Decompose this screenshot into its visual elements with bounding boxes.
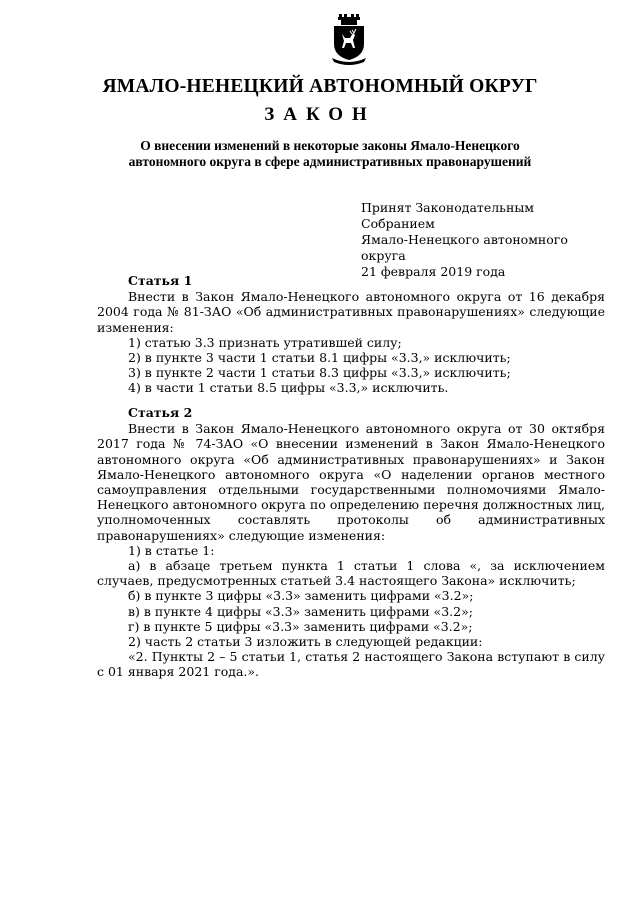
list-item: 1) статью 3.3 признать утратившей силу;	[128, 334, 402, 350]
adoption-line: Ямало-Ненецкого автономного округа	[361, 232, 568, 263]
list-item: 4) в части 1 статьи 8.5 цифры «3.3,» исключить.	[128, 380, 449, 396]
list-item: 1) в статье 1:	[128, 542, 215, 558]
list-subitem: б) в пункте 3 цифры «3.3» заменить цифрами «3.2»;	[128, 588, 474, 604]
article-title: Статья 1	[128, 273, 193, 288]
list-item: 2) часть 2 статьи 3 изложить в следующей редакции:	[128, 634, 483, 650]
adoption-line: Принят Законодательным Собранием	[361, 200, 534, 231]
list-subitem: а) в абзаце третьем пункта 1 статьи 1 слова «, за исключением случаев, предусмотренных статьей 3.4 настоящего Закона» исключить;	[97, 558, 605, 589]
list-item: 2) в пункте 3 части 1 статьи 8.1 цифры «3.3,» исключить;	[128, 350, 511, 366]
adoption-note	[361, 200, 611, 280]
article-intro: Внести в Закон Ямало-Ненецкого автономного округа от 30 октября 2017 года № 74-ЗАО «О внесении изменений в Закон Ямало-Ненецкого автономного округа «Об административных правонарушениях» и Закон Ямало-Ненецкого автономного округа «О наделении органов местного самоуправления отдельными государственными полномочиями Ямало-Ненецкого автономного округа по определению перечня должностных лиц, уполномоченных составлять протоколы об административных правонарушениях» следующие изменения:	[97, 421, 605, 543]
article-title: Статья 2	[128, 405, 193, 420]
list-item: 3) в пункте 2 части 1 статьи 8.3 цифры «3.3,» исключить;	[128, 365, 511, 381]
amendment-quote: «2. Пункты 2 – 5 статьи 1, статья 2 настоящего Закона вступают в силу с 01 января 2021 года.».	[97, 649, 605, 680]
article-2	[97, 405, 605, 680]
adoption-date: 21 февраля 2019 года	[361, 264, 506, 279]
list-subitem: г) в пункте 5 цифры «3.3» заменить цифрами «3.2»;	[128, 618, 473, 634]
list-subitem: в) в пункте 4 цифры «3.3» заменить цифрами «3.2»;	[128, 603, 473, 619]
coat-of-arms-icon	[328, 14, 370, 66]
law-title-line: автономного округа в сфере административных правонарушений	[128, 154, 532, 169]
region-heading: ЯМАЛО-НЕНЕЦКИЙ АВТОНОМНЫЙ ОКРУГ	[102, 76, 538, 97]
article-intro: Внести в Закон Ямало-Ненецкого автономного округа от 16 декабря 2004 года № 81-ЗАО «Об административных правонарушениях» следующие изменения:	[97, 289, 605, 335]
law-title	[100, 138, 560, 170]
article-1	[97, 273, 605, 396]
law-title-line: О внесении изменений в некоторые законы Ямало-Ненецкого	[140, 138, 520, 153]
document-type-heading: ЗАКОН	[264, 104, 376, 125]
